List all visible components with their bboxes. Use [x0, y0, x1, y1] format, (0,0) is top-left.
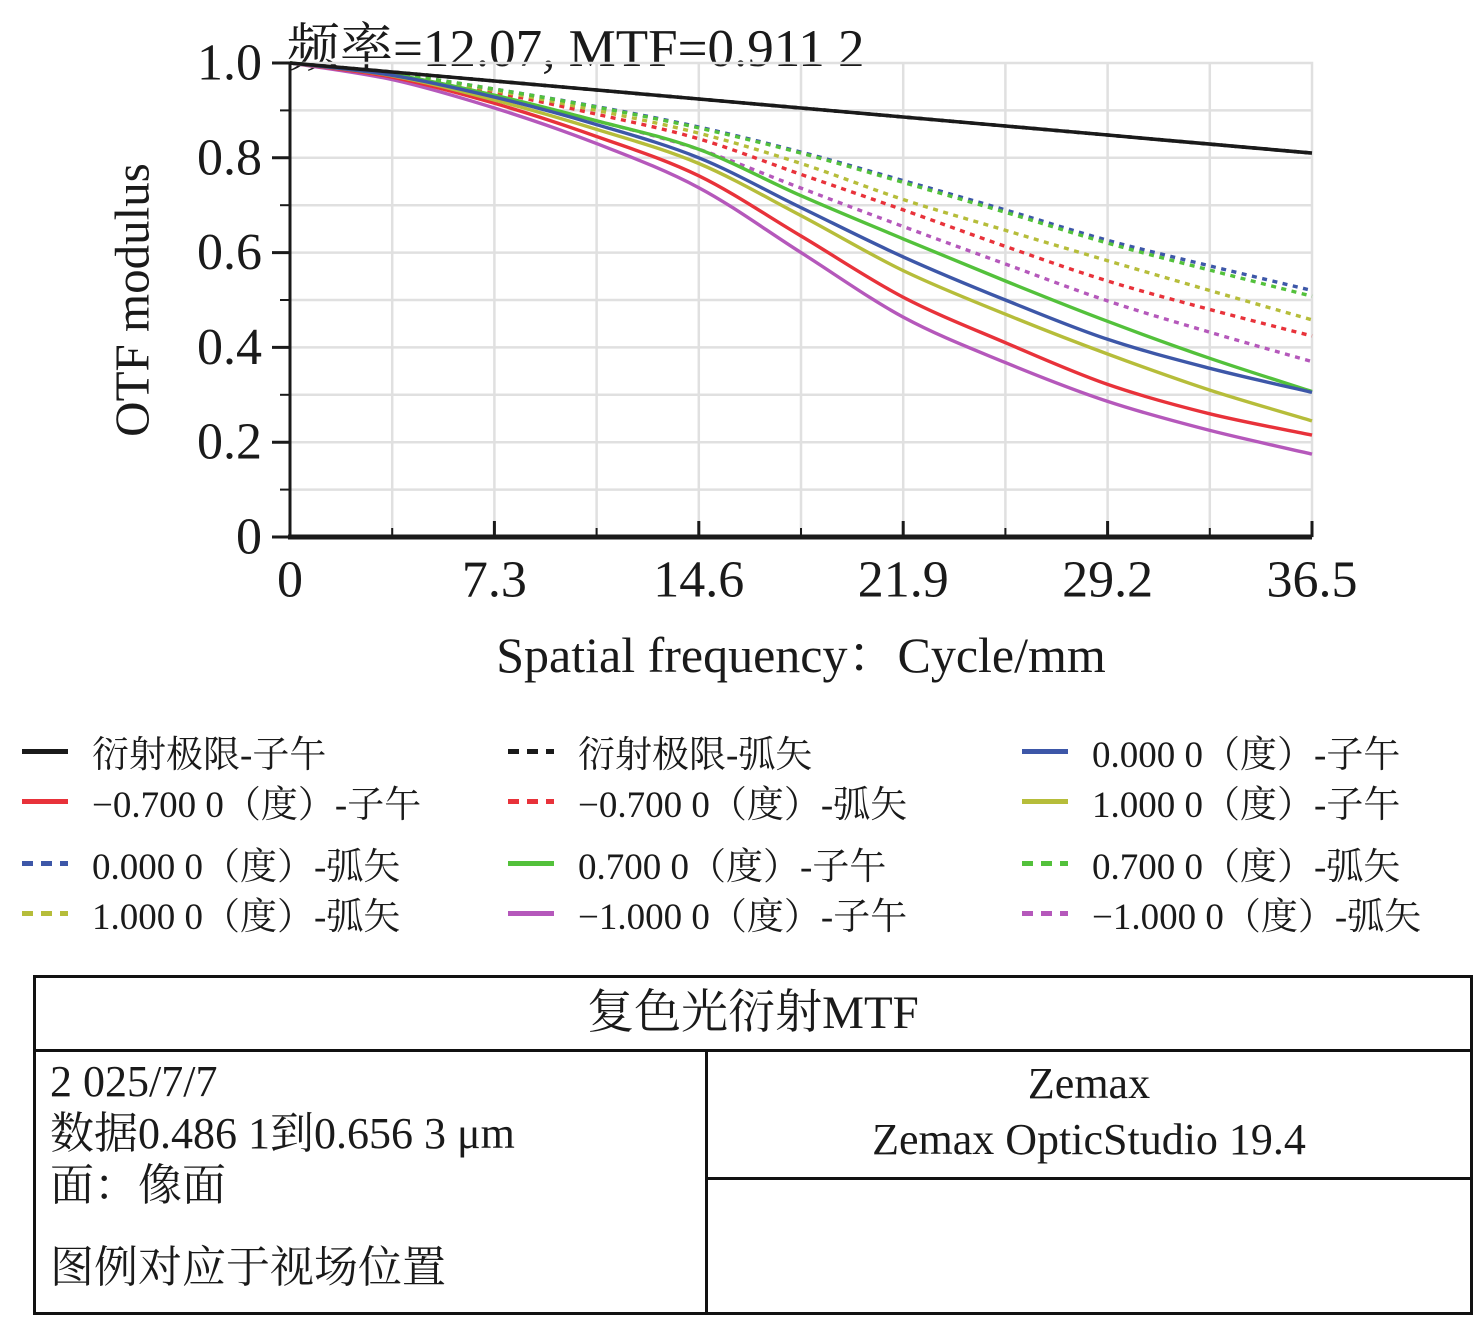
- legend-swatch: [1022, 799, 1068, 804]
- chart-title: 频率=12.07, MTF=0.911 2: [287, 20, 865, 78]
- legend-swatch: [22, 749, 68, 754]
- table-body: [36, 1052, 1470, 1312]
- legend-label: −0.700 0（度）-弧矢: [578, 785, 908, 826]
- legend-rows-3-4: [22, 838, 1472, 938]
- legend-item: [1022, 838, 1452, 888]
- legend-swatch: [1022, 749, 1068, 754]
- table-surface: 面：像面: [50, 1161, 226, 1210]
- y-tick-label: 0.8: [197, 129, 262, 187]
- x-tick-label: 21.9: [857, 551, 949, 609]
- y-tick-label: 1.0: [197, 34, 262, 92]
- legend-label: 衍射极限-弧矢: [578, 735, 813, 776]
- legend-swatch: [508, 799, 554, 804]
- legend-swatch: [1022, 861, 1068, 866]
- x-tick-label: 0: [277, 551, 303, 609]
- y-tick-label: 0.2: [197, 413, 262, 471]
- legend-swatch: [508, 861, 554, 866]
- legend-label: 1.000 0（度）-子午: [1092, 785, 1401, 826]
- legend-item: [1022, 726, 1452, 776]
- legend-swatch: [508, 749, 554, 754]
- legend-swatch: [1022, 911, 1068, 916]
- legend-label: 0.700 0（度）-弧矢: [1092, 847, 1401, 888]
- table-empty-cell: [708, 1180, 1470, 1312]
- legend-item: [508, 726, 1022, 776]
- legend-label: 衍射极限-子午: [92, 735, 327, 776]
- legend-swatch: [22, 799, 68, 804]
- legend-item: [508, 888, 1022, 938]
- table-right-cell: [708, 1052, 1470, 1312]
- legend-label: 1.000 0（度）-弧矢: [92, 897, 401, 938]
- table-date: 2 025/7/7: [50, 1057, 218, 1106]
- table-legend-note: 图例对应于视场位置: [50, 1243, 446, 1292]
- legend-swatch: [22, 911, 68, 916]
- legend-label: −1.000 0（度）-子午: [578, 897, 908, 938]
- legend-item: [1022, 888, 1452, 938]
- software-name: Zemax: [1027, 1059, 1151, 1108]
- y-tick-label: 0.4: [197, 318, 262, 376]
- legend-label: 0.000 0（度）-子午: [1092, 735, 1401, 776]
- y-tick-label: 0.6: [197, 224, 262, 282]
- y-axis-title: OTF modulus: [104, 163, 160, 437]
- legend-label: −0.700 0（度）-子午: [92, 785, 422, 826]
- software-version: Zemax OpticStudio 19.4: [872, 1115, 1306, 1164]
- y-tick-label: 0: [236, 508, 262, 566]
- legend-rows-1-2: [22, 726, 1472, 826]
- legend-label: −1.000 0（度）-弧矢: [1092, 897, 1422, 938]
- legend-item: [508, 776, 1022, 826]
- legend-item: [22, 838, 508, 888]
- legend-swatch: [508, 911, 554, 916]
- table-wavelength-range: 数据0.486 1到0.656 3 μm: [50, 1109, 515, 1158]
- legend-item: [22, 888, 508, 938]
- x-tick-label: 36.5: [1266, 551, 1358, 609]
- table-left-cell: [36, 1052, 708, 1312]
- legend-item: [508, 838, 1022, 888]
- chart-legend: [22, 726, 1472, 938]
- table-title: 复色光衍射MTF: [36, 978, 1470, 1052]
- legend-label: 0.700 0（度）-子午: [578, 847, 887, 888]
- info-table: [33, 975, 1473, 1315]
- x-tick-label: 14.6: [653, 551, 745, 609]
- x-axis-title: Spatial frequency：Cycle/mm: [496, 627, 1106, 683]
- x-tick-label: 7.3: [461, 551, 527, 609]
- legend-swatch: [22, 861, 68, 866]
- table-software-cell: [708, 1052, 1470, 1180]
- legend-label: 0.000 0（度）-弧矢: [92, 847, 401, 888]
- legend-item: [22, 726, 508, 776]
- x-tick-label: 29.2: [1062, 551, 1154, 609]
- grid: [290, 63, 1312, 537]
- legend-item: [22, 776, 508, 826]
- legend-item: [1022, 776, 1452, 826]
